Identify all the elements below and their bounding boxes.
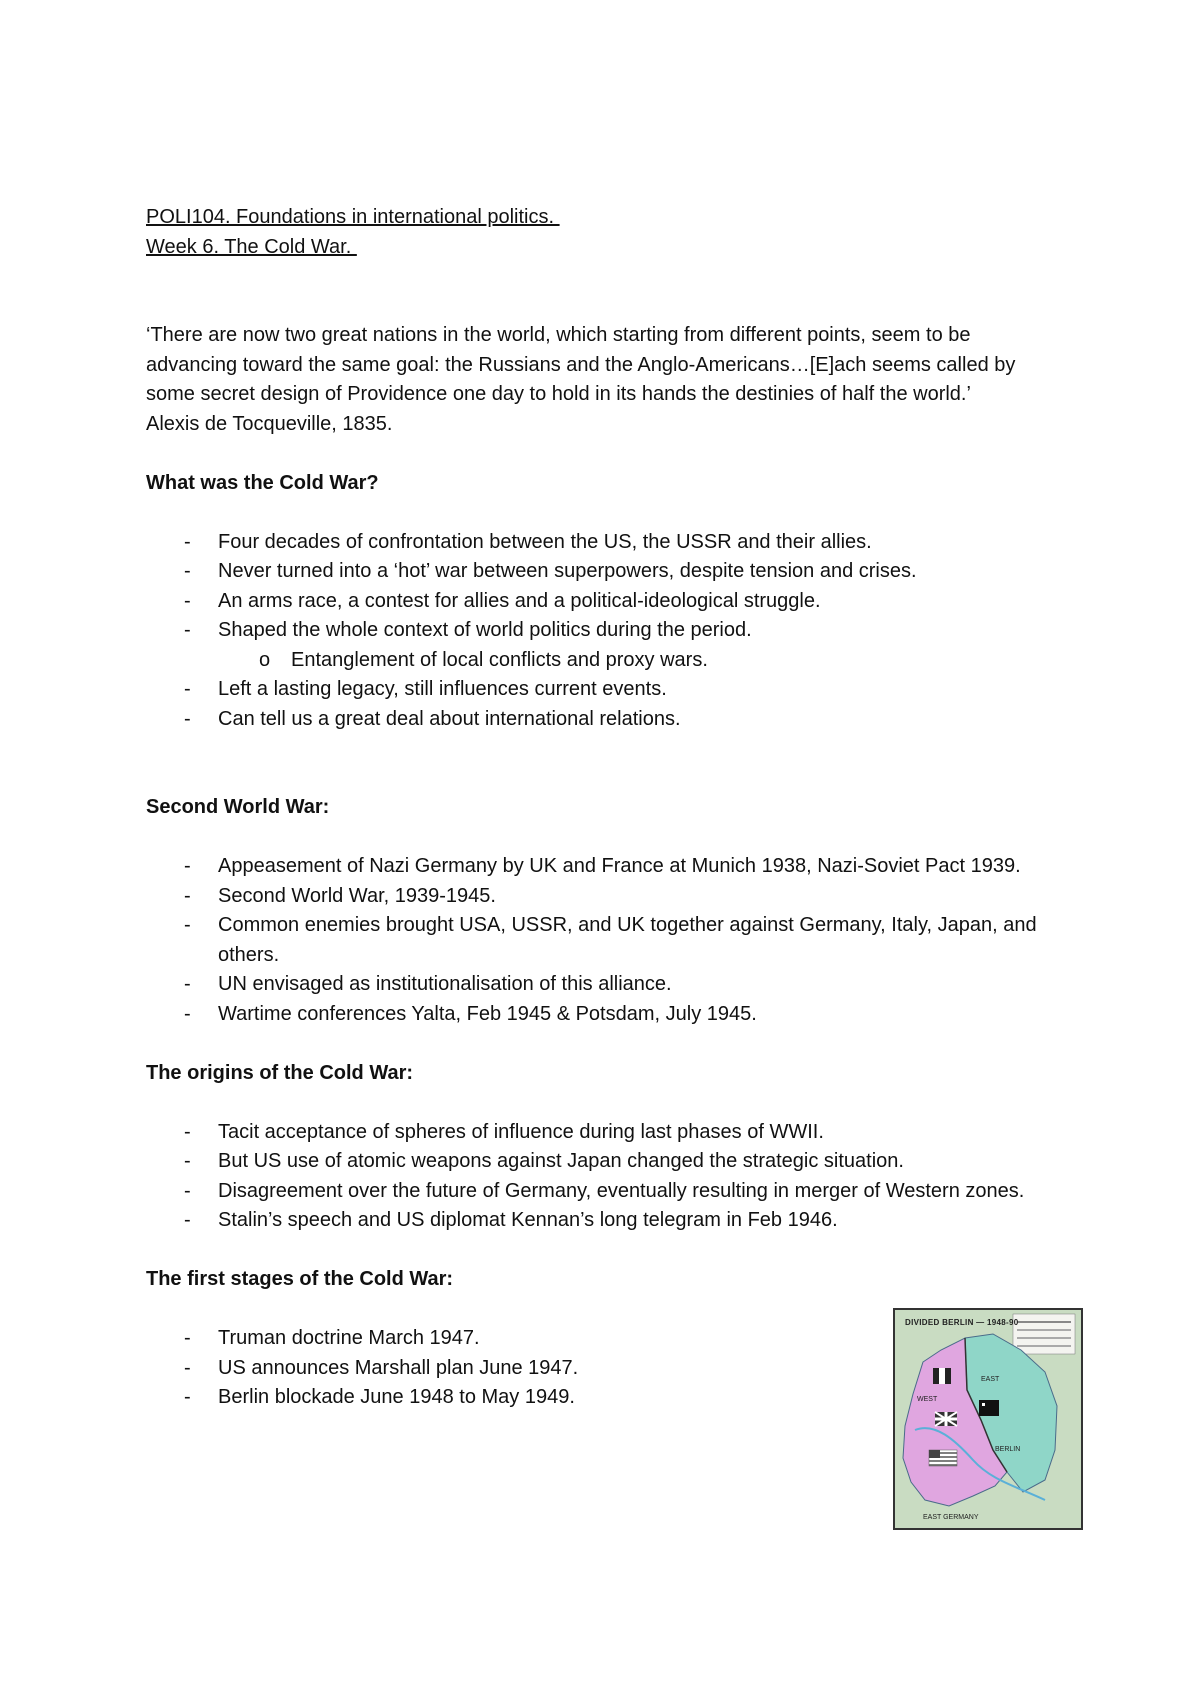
list-item: - Second World War, 1939-1945. (146, 882, 1066, 912)
course-title: POLI104. Foundations in international politics. (146, 206, 560, 228)
list-item: - Never turned into a ‘hot’ war between superpowers, despite tension and crises. (146, 557, 1066, 587)
map-legend (1013, 1314, 1075, 1354)
list-item: - Berlin blockade June 1948 to May 1949. (146, 1383, 1066, 1413)
bullet-list (146, 1118, 1066, 1236)
map-graphic (895, 1310, 1081, 1528)
opening-quote: ‘There are now two great nations in the world, which starting from different points, seem to be advancing toward the same goal: the Russians and the Anglo-Americans…[E]ach seems called by some secret design of Providence one day to hold in its hands the destinies of half the world.’ (146, 324, 1016, 405)
section-heading: Second World War: (146, 796, 330, 818)
map-label-east: EAST (981, 1376, 1000, 1383)
bullet-list (146, 675, 1066, 734)
sub-list-item: o Entanglement of local conflicts and proxy wars. (146, 646, 1066, 676)
sub-bullet-list (146, 646, 1066, 676)
map-title: DIVIDED BERLIN — 1948-90 (905, 1318, 1019, 1327)
map-label-east-germany: EAST GERMANY (923, 1514, 979, 1521)
list-item: - UN envisaged as institutionalisation of this alliance. (146, 970, 1066, 1000)
divided-berlin-map (893, 1308, 1083, 1530)
british-flag-icon (935, 1412, 957, 1426)
american-flag-icon (929, 1450, 957, 1466)
map-label-berlin: BERLIN (995, 1446, 1021, 1453)
list-item: - Appeasement of Nazi Germany by UK and France at Munich 1938, Nazi-Soviet Pact 1939. (146, 852, 1066, 882)
list-item: - Can tell us a great deal about international relations. (146, 705, 1066, 735)
list-item: - US announces Marshall plan June 1947. (146, 1354, 1066, 1384)
list-item: - Shaped the whole context of world politics during the period. (146, 616, 1066, 646)
soviet-flag-icon (979, 1400, 999, 1416)
french-flag-icon (933, 1368, 951, 1384)
map-label-west: WEST (917, 1396, 938, 1403)
document-body (146, 203, 1066, 1413)
list-item: - Disagreement over the future of Germany, eventually resulting in merger of Western zones. (146, 1177, 1066, 1207)
list-item: - Truman doctrine March 1947. (146, 1324, 1066, 1354)
week-title: Week 6. The Cold War. (146, 235, 357, 258)
list-item: - Four decades of confrontation between the US, the USSR and their allies. (146, 528, 1066, 558)
section-heading: The origins of the Cold War: (146, 1061, 414, 1084)
list-item: - Wartime conferences Yalta, Feb 1945 & Potsdam, July 1945. (146, 1000, 1066, 1030)
list-item: - An arms race, a contest for allies and a political-ideological struggle. (146, 587, 1066, 617)
list-item: - Common enemies brought USA, USSR, and UK together against Germany, Italy, Japan, and others. (146, 911, 1066, 970)
list-item: - But US use of atomic weapons against Japan changed the strategic situation. (146, 1147, 1066, 1177)
list-item: - Left a lasting legacy, still influences current events. (146, 675, 1066, 705)
section-heading: The first stages of the Cold War: (146, 1268, 454, 1290)
bullet-list (146, 852, 1066, 1029)
list-item: - Tacit acceptance of spheres of influence during last phases of WWII. (146, 1118, 1066, 1148)
section-heading: What was the Cold War? (146, 471, 379, 494)
bullet-list (146, 528, 1066, 646)
quote-attribution: Alexis de Tocqueville, 1835. (146, 412, 393, 435)
list-item: - Stalin’s speech and US diplomat Kennan’s long telegram in Feb 1946. (146, 1206, 918, 1236)
